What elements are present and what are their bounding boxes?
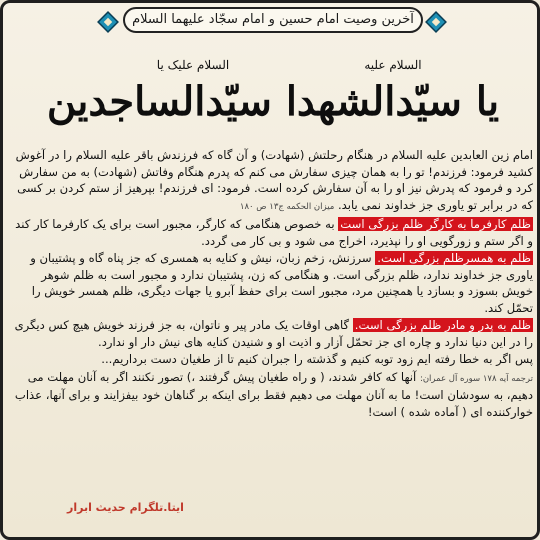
paragraph-employer: به خصوص هنگامی که کارگر، مجبور است برای یک کارفرما کار کند و اگر ستم و زورگویی او را نپذیرد، اخراج می شود و بی کار می گردد.	[15, 217, 533, 248]
paragraph-verse: آنها که کافر شدند، ( و راه طغیان پیش گرفتند ،) تصور نکنند اگر به آنان مهلت می دهیم، به سودشان است! ما به آنان مهلت می دهیم فقط برای اینکه بر گناهان خود بیفزایند و برای آنها، عذاب خوارکننده ای ( آماده شده ) است!	[14, 369, 533, 419]
highlight-heading-employer: ظلم کارفرما به کارگر ظلم بزرگی است	[340, 217, 531, 231]
calligraphy-small-right: السلام علیه	[364, 58, 422, 72]
page-title: آخرین وصیت امام حسین و امام سجّاد علیهما السلام	[123, 7, 423, 33]
calligraphy-main: یا سیّدالشهدا سیّدالساجدین	[46, 78, 500, 125]
paragraph-parents: گاهی اوقات یک مادر پیر و ناتوان، به جز فرزند خویش هیچ کس دیگری را در این دنیا ندارد و چاره ای جز تحمّل آزار و اذیت او و شنیدن کنایه های نیش دار او ندارد.	[14, 318, 533, 349]
verse-citation: ترجمه آیه ۱۷۸ سوره آل عمران:	[419, 373, 533, 384]
article-body	[13, 147, 533, 497]
paragraph-repentance: پس اگر به خطا رفته ایم زود توبه کنیم و گذشته را جبران کنیم تا از طغیان دست برداریم...	[101, 352, 533, 366]
ornament-icon	[423, 9, 449, 35]
calligraphy-banner	[43, 47, 503, 133]
highlight-heading-spouse: ظلم به همسرظلم بزرگی است.	[377, 251, 531, 265]
paragraph-intro: امام زین العابدین علیه السلام در هنگام رحلتش (شهادت) و آن گاه که فرزندش باقر علیه السلام را در آغوش کشید فرمود: فرزندم! تو را به همان چیزی سفارش می کنم که پدرم هنگام وفاتش (شهادت) به من سفارش کرد و فرمود که پدرش نیز او را به آن سفارش کرده است. فرمود: ای فرزندم! بپرهیز از ستم کردن بر کسی که در برابر تو یاوری جز خداوند نمی یابد.	[15, 148, 533, 212]
ornament-icon	[95, 9, 121, 35]
calligraphy-small-left: السلام علیک یا	[156, 58, 230, 72]
source-label: ایتا.تلگرام حدیث ابرار	[67, 501, 184, 514]
highlight-heading-parents: ظلم به پدر و مادر ظلم بزرگی است.	[354, 318, 531, 332]
citation: میزان الحکمه ج۱۳ ص ۱۸۰	[239, 201, 335, 212]
paragraph-spouse: سرزنش، زخم زبان، نیش و کنایه به همسری که جز پناه گاه و پشتیبان و یاوری جز خداوند ندارد، ظلم بزرگی است. و هنگامی که زن، پشتیبان ندارد و مجبور است به ظلم شوهر خویش بسوزد و بسازد یا همچنین مرد، مجبور است برای حفظ آبرو یا جهات دیگری، ظلم همسر خویش را تحمّل کند.	[30, 251, 533, 315]
